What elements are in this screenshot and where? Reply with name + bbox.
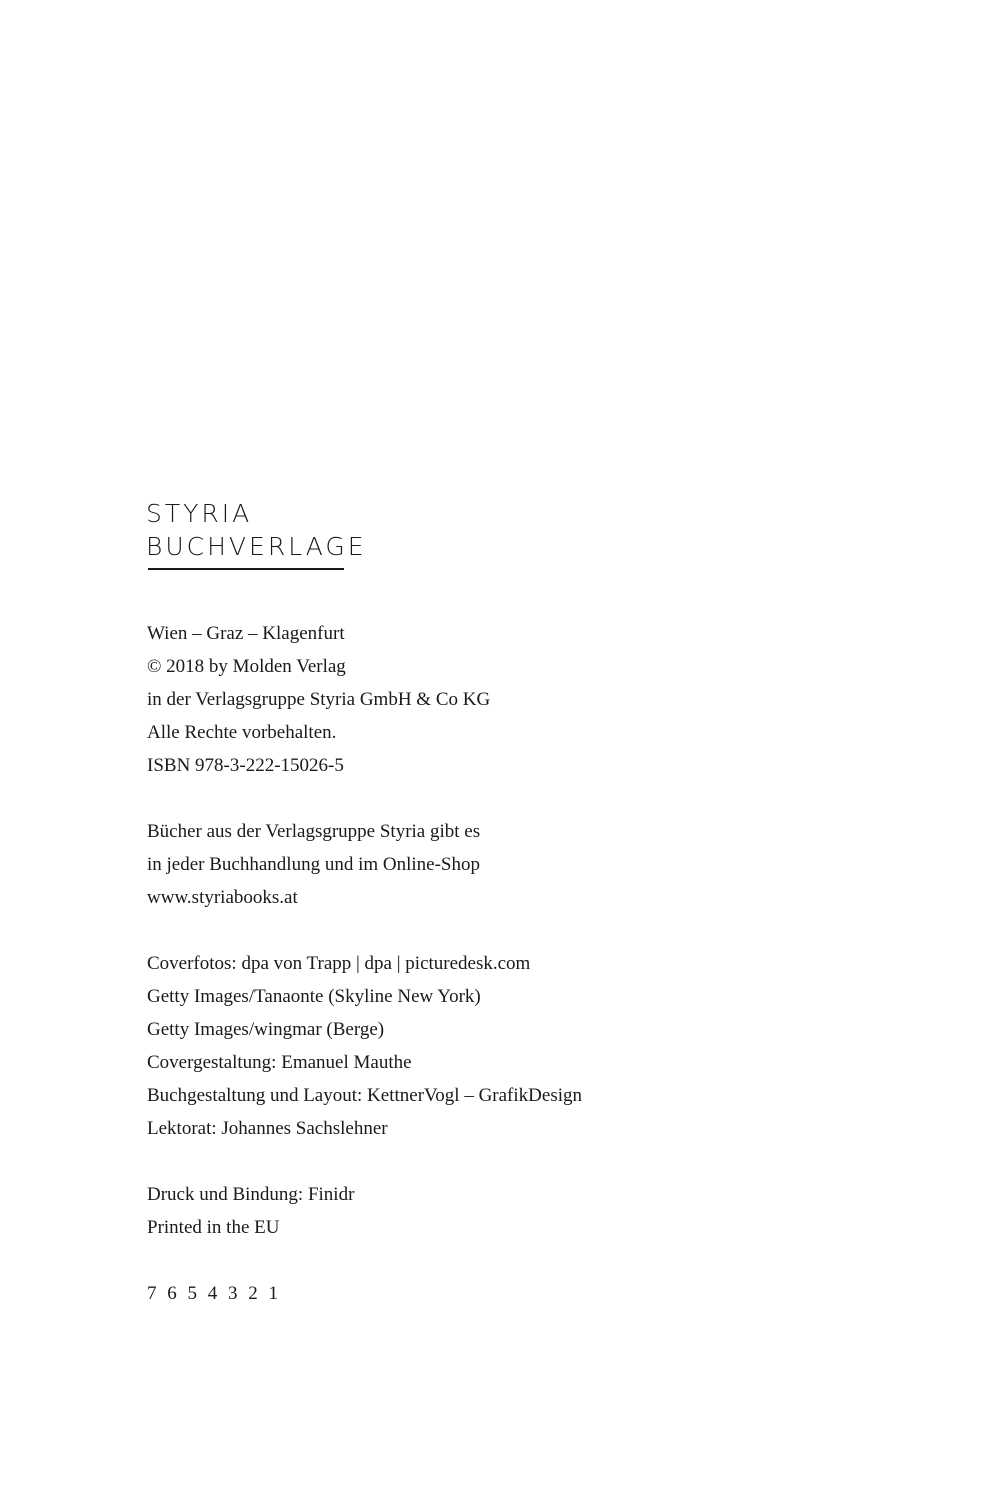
shop-line-2: in jeder Buchhandlung und im Online-Shop [147,854,480,875]
logo-line-buchverlage: BUCHVERLAGE [146,532,367,561]
printer-line: Druck und Bindung: Finidr [147,1184,355,1205]
logo-line-styria: STYRIA [146,499,253,528]
rights-reserved-line: Alle Rechte vorbehalten. [147,722,337,743]
website-line: www.styriabooks.at [147,887,298,908]
layout-credit: Buchgestaltung und Layout: KettnerVogl – GrafikDesign [147,1085,582,1106]
publisher-logo [146,497,367,563]
publisher-group-line: in der Verlagsgruppe Styria GmbH & Co KG [147,689,491,710]
publisher-info-block [147,617,947,782]
cover-design-credit: Covergestaltung: Emanuel Mauthe [147,1052,412,1073]
getty-mountains-credit: Getty Images/wingmar (Berge) [147,1019,385,1040]
printed-in-line: Printed in the EU [147,1217,280,1238]
copyright-line: © 2018 by Molden Verlag [147,656,346,677]
print-run-block [147,1277,947,1310]
credits-block [147,947,947,1145]
editor-credit: Lektorat: Johannes Sachslehner [147,1118,388,1139]
isbn-line: ISBN 978-3-222-15026-5 [147,755,344,776]
publisher-cities: Wien – Graz – Klagenfurt [147,623,345,644]
print-info-block [147,1178,947,1244]
imprint-text [147,617,947,1343]
shop-info-block [147,815,947,914]
cover-photos-credit: Coverfotos: dpa von Trapp | dpa | picturedesk.com [147,953,531,974]
shop-line-1: Bücher aus der Verlagsgruppe Styria gibt es [147,821,481,842]
logo-underline [148,568,344,570]
getty-skyline-credit: Getty Images/Tanaonte (Skyline New York) [147,986,481,1007]
print-run-numbers: 7 6 5 4 3 2 1 [147,1283,281,1304]
